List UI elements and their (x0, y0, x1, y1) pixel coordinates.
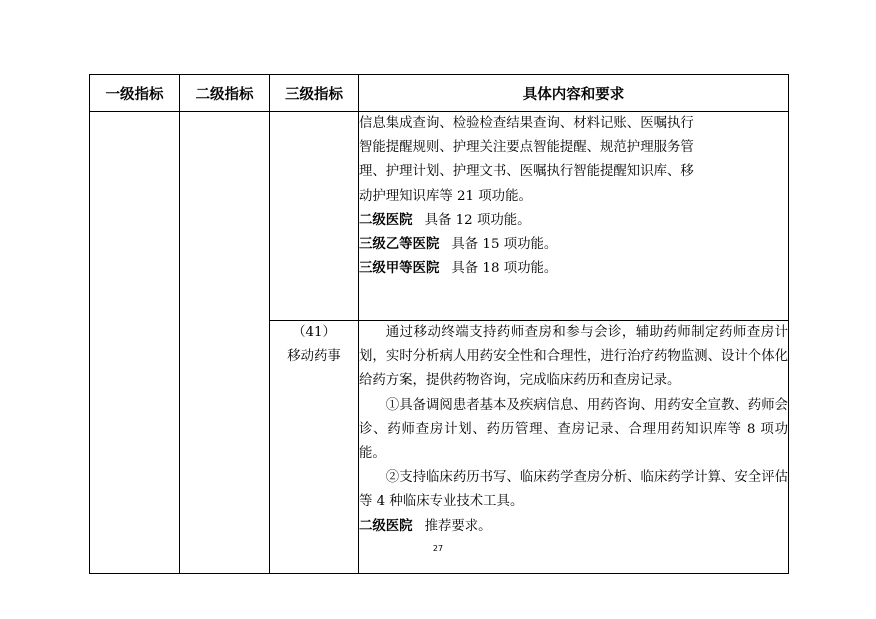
grade-requirement (359, 209, 788, 233)
table-row (90, 112, 789, 321)
grade-label: 二级医院 (359, 212, 413, 228)
grade-req: 具备 18 项功能。 (451, 261, 558, 277)
level3-name: 移动药事 (287, 349, 341, 365)
requirement-item: ②支持临床药历书写、临床药学查房分析、临床药学计算、安全评估等 4 种临床专业技术工具。 (359, 470, 788, 510)
page-number: 27 (432, 544, 444, 553)
level3-cell (270, 321, 359, 574)
content-line: 智能提醒规则、护理关注要点智能提醒、规范护理服务管 (359, 140, 694, 156)
header-level3: 三级指标 (270, 75, 359, 112)
indicator-table (89, 74, 789, 574)
grade-req: 具备 15 项功能。 (451, 237, 558, 253)
header-row (90, 75, 789, 112)
grade-label: 二级医院 (359, 518, 413, 534)
level3-cell-empty (270, 112, 359, 321)
grade-req: 具备 12 项功能。 (424, 212, 531, 228)
grade-req: 推荐要求。 (424, 518, 492, 534)
content-line: 理、护理计划、护理文书、医嘱执行智能提醒知识库、移 (359, 164, 694, 180)
content-line: 动护理知识库等 21 项功能。 (359, 188, 532, 204)
header-content: 具体内容和要求 (359, 75, 789, 112)
grade-label: 三级乙等医院 (359, 237, 440, 253)
intro-paragraph: 通过移动终端支持药师查房和参与会诊，辅助药师制定药师查房计划，实时分析病人用药安全性和合理性，进行治疗药物监测、设计个体化给药方案，提供药物咨询，完成临床药历和查房记录。 (359, 325, 788, 389)
content-cell (359, 112, 789, 321)
content-line: 信息集成查询、检验检查结果查询、材料记账、医嘱执行 (359, 116, 694, 131)
level3-number: （41） (292, 325, 336, 340)
header-level1: 一级指标 (90, 75, 180, 112)
level2-cell (180, 112, 270, 574)
grade-requirement (359, 515, 788, 539)
level1-cell (90, 112, 180, 574)
grade-requirement (359, 257, 788, 281)
header-level2: 二级指标 (180, 75, 270, 112)
requirement-item: ①具备调阅患者基本及疾病信息、用药咨询、用药安全宣教、药师会诊、药师查房计划、药历管理、查房记录、合理用药知识库等 8 项功能。 (359, 397, 788, 462)
grade-label: 三级甲等医院 (359, 261, 440, 277)
grade-requirement (359, 233, 788, 257)
content-cell (359, 321, 789, 574)
